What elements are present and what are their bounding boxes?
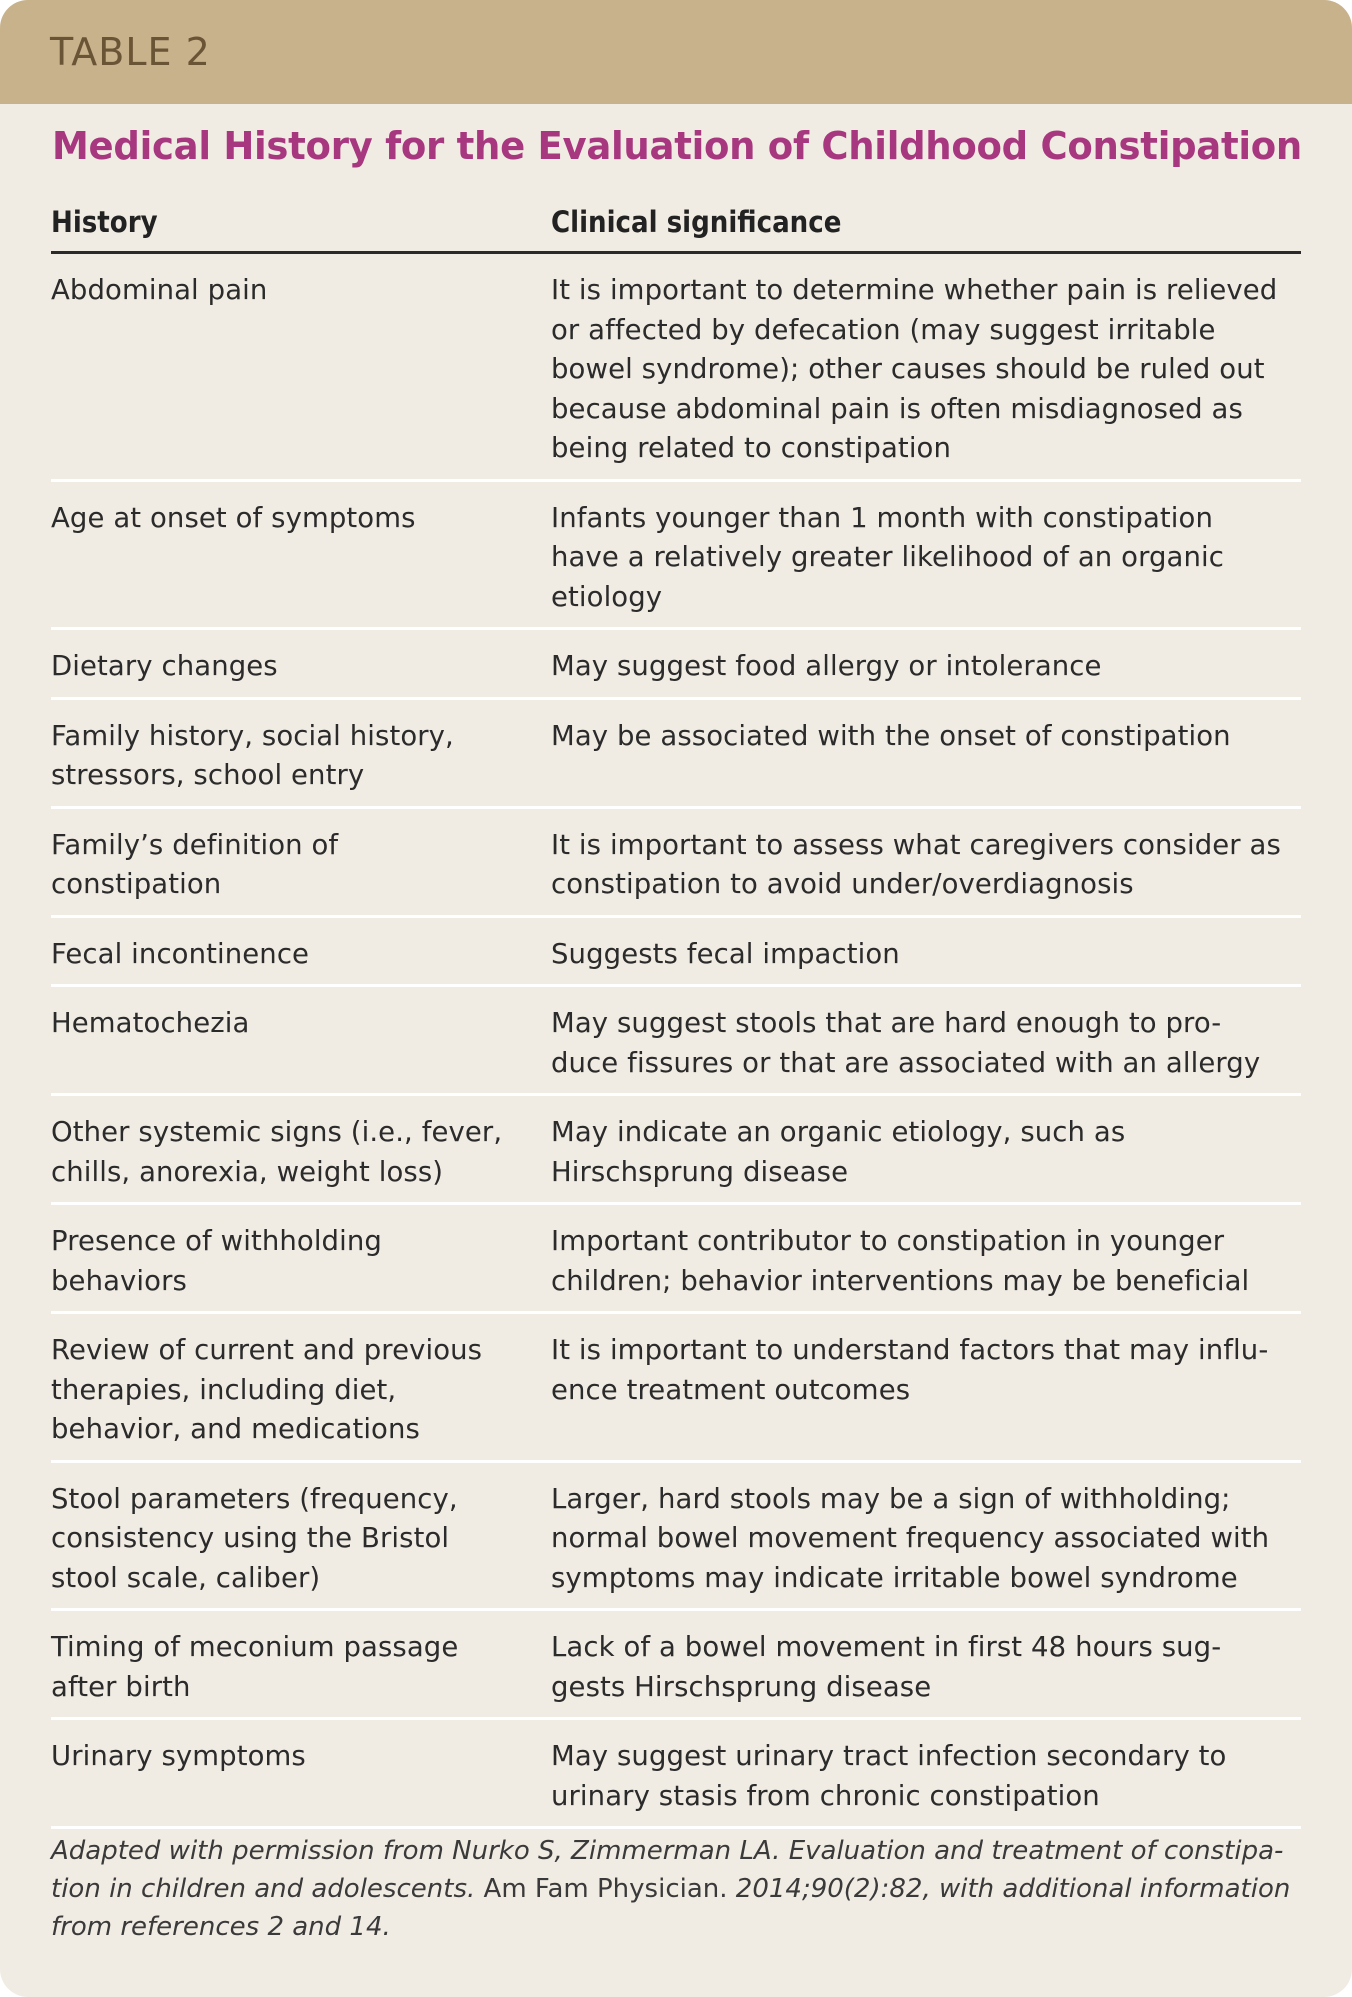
table-footnote bbox=[51, 1832, 1301, 1946]
significance-line: symptoms may indicate irritable bowel syndrome bbox=[551, 1561, 1238, 1594]
history-line: after birth bbox=[51, 1670, 191, 1703]
table-header-row bbox=[51, 192, 1301, 254]
footnote-text-4: from references 2 and 14. bbox=[51, 1912, 391, 1942]
significance-line: because abdominal pain is often misdiagnosed as bbox=[551, 392, 1243, 425]
significance-line: Hirschsprung disease bbox=[551, 1155, 849, 1188]
history-line: Family history, social history, bbox=[51, 719, 454, 752]
history-cell bbox=[51, 717, 551, 796]
table-row bbox=[51, 1096, 1301, 1205]
history-line: Dietary changes bbox=[51, 650, 278, 682]
significance-line: May indicate an organic etiology, such as bbox=[551, 1116, 1126, 1148]
significance-cell bbox=[551, 1331, 1301, 1450]
table-row bbox=[51, 1205, 1301, 1314]
significance-cell bbox=[551, 1004, 1301, 1083]
history-cell bbox=[51, 647, 551, 687]
significance-cell bbox=[551, 826, 1301, 905]
history-table bbox=[51, 192, 1301, 1829]
significance-line: being related to constipation bbox=[551, 432, 952, 464]
significance-cell bbox=[551, 647, 1301, 687]
significance-line: bowel syndrome); other causes should be ruled out bbox=[551, 353, 1265, 385]
significance-line: have a relatively greater likelihood of an organic bbox=[551, 541, 1224, 573]
history-cell bbox=[51, 271, 551, 469]
table-title: Medical History for the Evaluation of Childhood Constipation bbox=[52, 124, 1302, 168]
history-line: Timing of meconium passage bbox=[51, 1631, 459, 1663]
significance-line: constipation to avoid under/overdiagnosis bbox=[551, 868, 1134, 900]
history-cell bbox=[51, 1222, 551, 1301]
table-number-label: TABLE 2 bbox=[50, 30, 211, 74]
significance-line: urinary stasis from chronic constipation bbox=[551, 1779, 1100, 1812]
history-line: Abdominal pain bbox=[51, 274, 268, 306]
footnote-text-2: tion in children and adolescents. bbox=[51, 1874, 484, 1904]
history-line: Fecal incontinence bbox=[51, 937, 310, 970]
history-line: Hematochezia bbox=[51, 1007, 250, 1039]
table-row bbox=[51, 809, 1301, 918]
history-cell bbox=[51, 1331, 551, 1450]
significance-line: etiology bbox=[551, 580, 663, 613]
significance-line: May be associated with the onset of constipation bbox=[551, 719, 1231, 752]
table-row bbox=[51, 1314, 1301, 1463]
history-line: therapies, including diet, bbox=[51, 1373, 397, 1406]
significance-line: Suggests fecal impaction bbox=[551, 937, 900, 970]
history-cell bbox=[51, 1004, 551, 1083]
significance-cell bbox=[551, 271, 1301, 469]
significance-line: Important contributor to constipation in younger bbox=[551, 1225, 1225, 1257]
significance-line: normal bowel movement frequency associated with bbox=[551, 1522, 1270, 1554]
history-cell bbox=[51, 1628, 551, 1707]
significance-line: May suggest stools that are hard enough to pro- bbox=[551, 1007, 1222, 1039]
history-line: Presence of withholding bbox=[51, 1225, 382, 1257]
table-row bbox=[51, 482, 1301, 631]
significance-cell bbox=[551, 1222, 1301, 1301]
history-line: Other systemic signs (i.e., fever, bbox=[51, 1116, 503, 1148]
history-line: Age at onset of symptoms bbox=[51, 501, 416, 534]
significance-line: It is important to understand factors that may influ- bbox=[551, 1334, 1269, 1366]
history-cell bbox=[51, 1737, 551, 1816]
column-header-history: History bbox=[51, 204, 158, 239]
significance-cell bbox=[551, 1737, 1301, 1816]
significance-line: It is important to determine whether pain is relieved bbox=[551, 274, 1278, 306]
history-cell bbox=[51, 1480, 551, 1599]
table-row bbox=[51, 1463, 1301, 1612]
significance-line: gests Hirschsprung disease bbox=[551, 1670, 932, 1703]
table-row bbox=[51, 700, 1301, 809]
table-row bbox=[51, 1720, 1301, 1829]
table-tag-bar bbox=[0, 0, 1352, 104]
history-cell bbox=[51, 935, 551, 975]
table-body bbox=[51, 254, 1301, 1829]
history-line: behavior, and medications bbox=[51, 1413, 420, 1445]
significance-line: May suggest food allergy or intolerance bbox=[551, 650, 1102, 682]
history-line: Stool parameters (frequency, bbox=[51, 1482, 458, 1515]
significance-line: It is important to assess what caregivers consider as bbox=[551, 828, 1281, 861]
significance-cell bbox=[551, 1113, 1301, 1192]
significance-line: Lack of a bowel movement in first 48 hours sug- bbox=[551, 1631, 1222, 1663]
significance-line: May suggest urinary tract infection secondary to bbox=[551, 1740, 1227, 1772]
table-row bbox=[51, 1611, 1301, 1720]
history-line: behaviors bbox=[51, 1264, 187, 1297]
table-row bbox=[51, 918, 1301, 988]
table-row bbox=[51, 630, 1301, 700]
significance-line: children; behavior interventions may be beneficial bbox=[551, 1264, 1250, 1297]
history-line: stool scale, caliber) bbox=[51, 1561, 321, 1594]
history-line: chills, anorexia, weight loss) bbox=[51, 1155, 444, 1188]
history-line: Urinary symptoms bbox=[51, 1740, 306, 1772]
significance-cell bbox=[551, 499, 1301, 618]
significance-cell bbox=[551, 717, 1301, 796]
footnote-text-1: Adapted with permission from Nurko S, Zimmerman LA. Evaluation and treatment of constipa- bbox=[51, 1836, 1284, 1866]
footnote-text-3: 2014;90(2):82, with additional information bbox=[727, 1874, 1291, 1904]
significance-line: Infants younger than 1 month with constipation bbox=[551, 501, 1213, 534]
history-line: Review of current and previous bbox=[51, 1334, 483, 1366]
history-line: consistency using the Bristol bbox=[51, 1522, 450, 1554]
history-cell bbox=[51, 826, 551, 905]
history-line: Family’s definition of bbox=[51, 828, 339, 861]
significance-line: ence treatment outcomes bbox=[551, 1373, 911, 1406]
significance-cell bbox=[551, 1628, 1301, 1707]
history-cell bbox=[51, 499, 551, 618]
significance-cell bbox=[551, 1480, 1301, 1599]
history-cell bbox=[51, 1113, 551, 1192]
footnote-journal: Am Fam Physician. bbox=[483, 1874, 728, 1904]
significance-line: duce fissures or that are associated with an allergy bbox=[551, 1046, 1261, 1079]
table-row bbox=[51, 254, 1301, 482]
table-row bbox=[51, 987, 1301, 1096]
significance-line: Larger, hard stools may be a sign of withholding; bbox=[551, 1482, 1231, 1515]
column-header-significance: Clinical significance bbox=[551, 204, 842, 239]
history-line: constipation bbox=[51, 868, 222, 900]
significance-line: or affected by defecation (may suggest irritable bbox=[551, 313, 1216, 346]
significance-cell bbox=[551, 935, 1301, 975]
history-line: stressors, school entry bbox=[51, 759, 365, 791]
